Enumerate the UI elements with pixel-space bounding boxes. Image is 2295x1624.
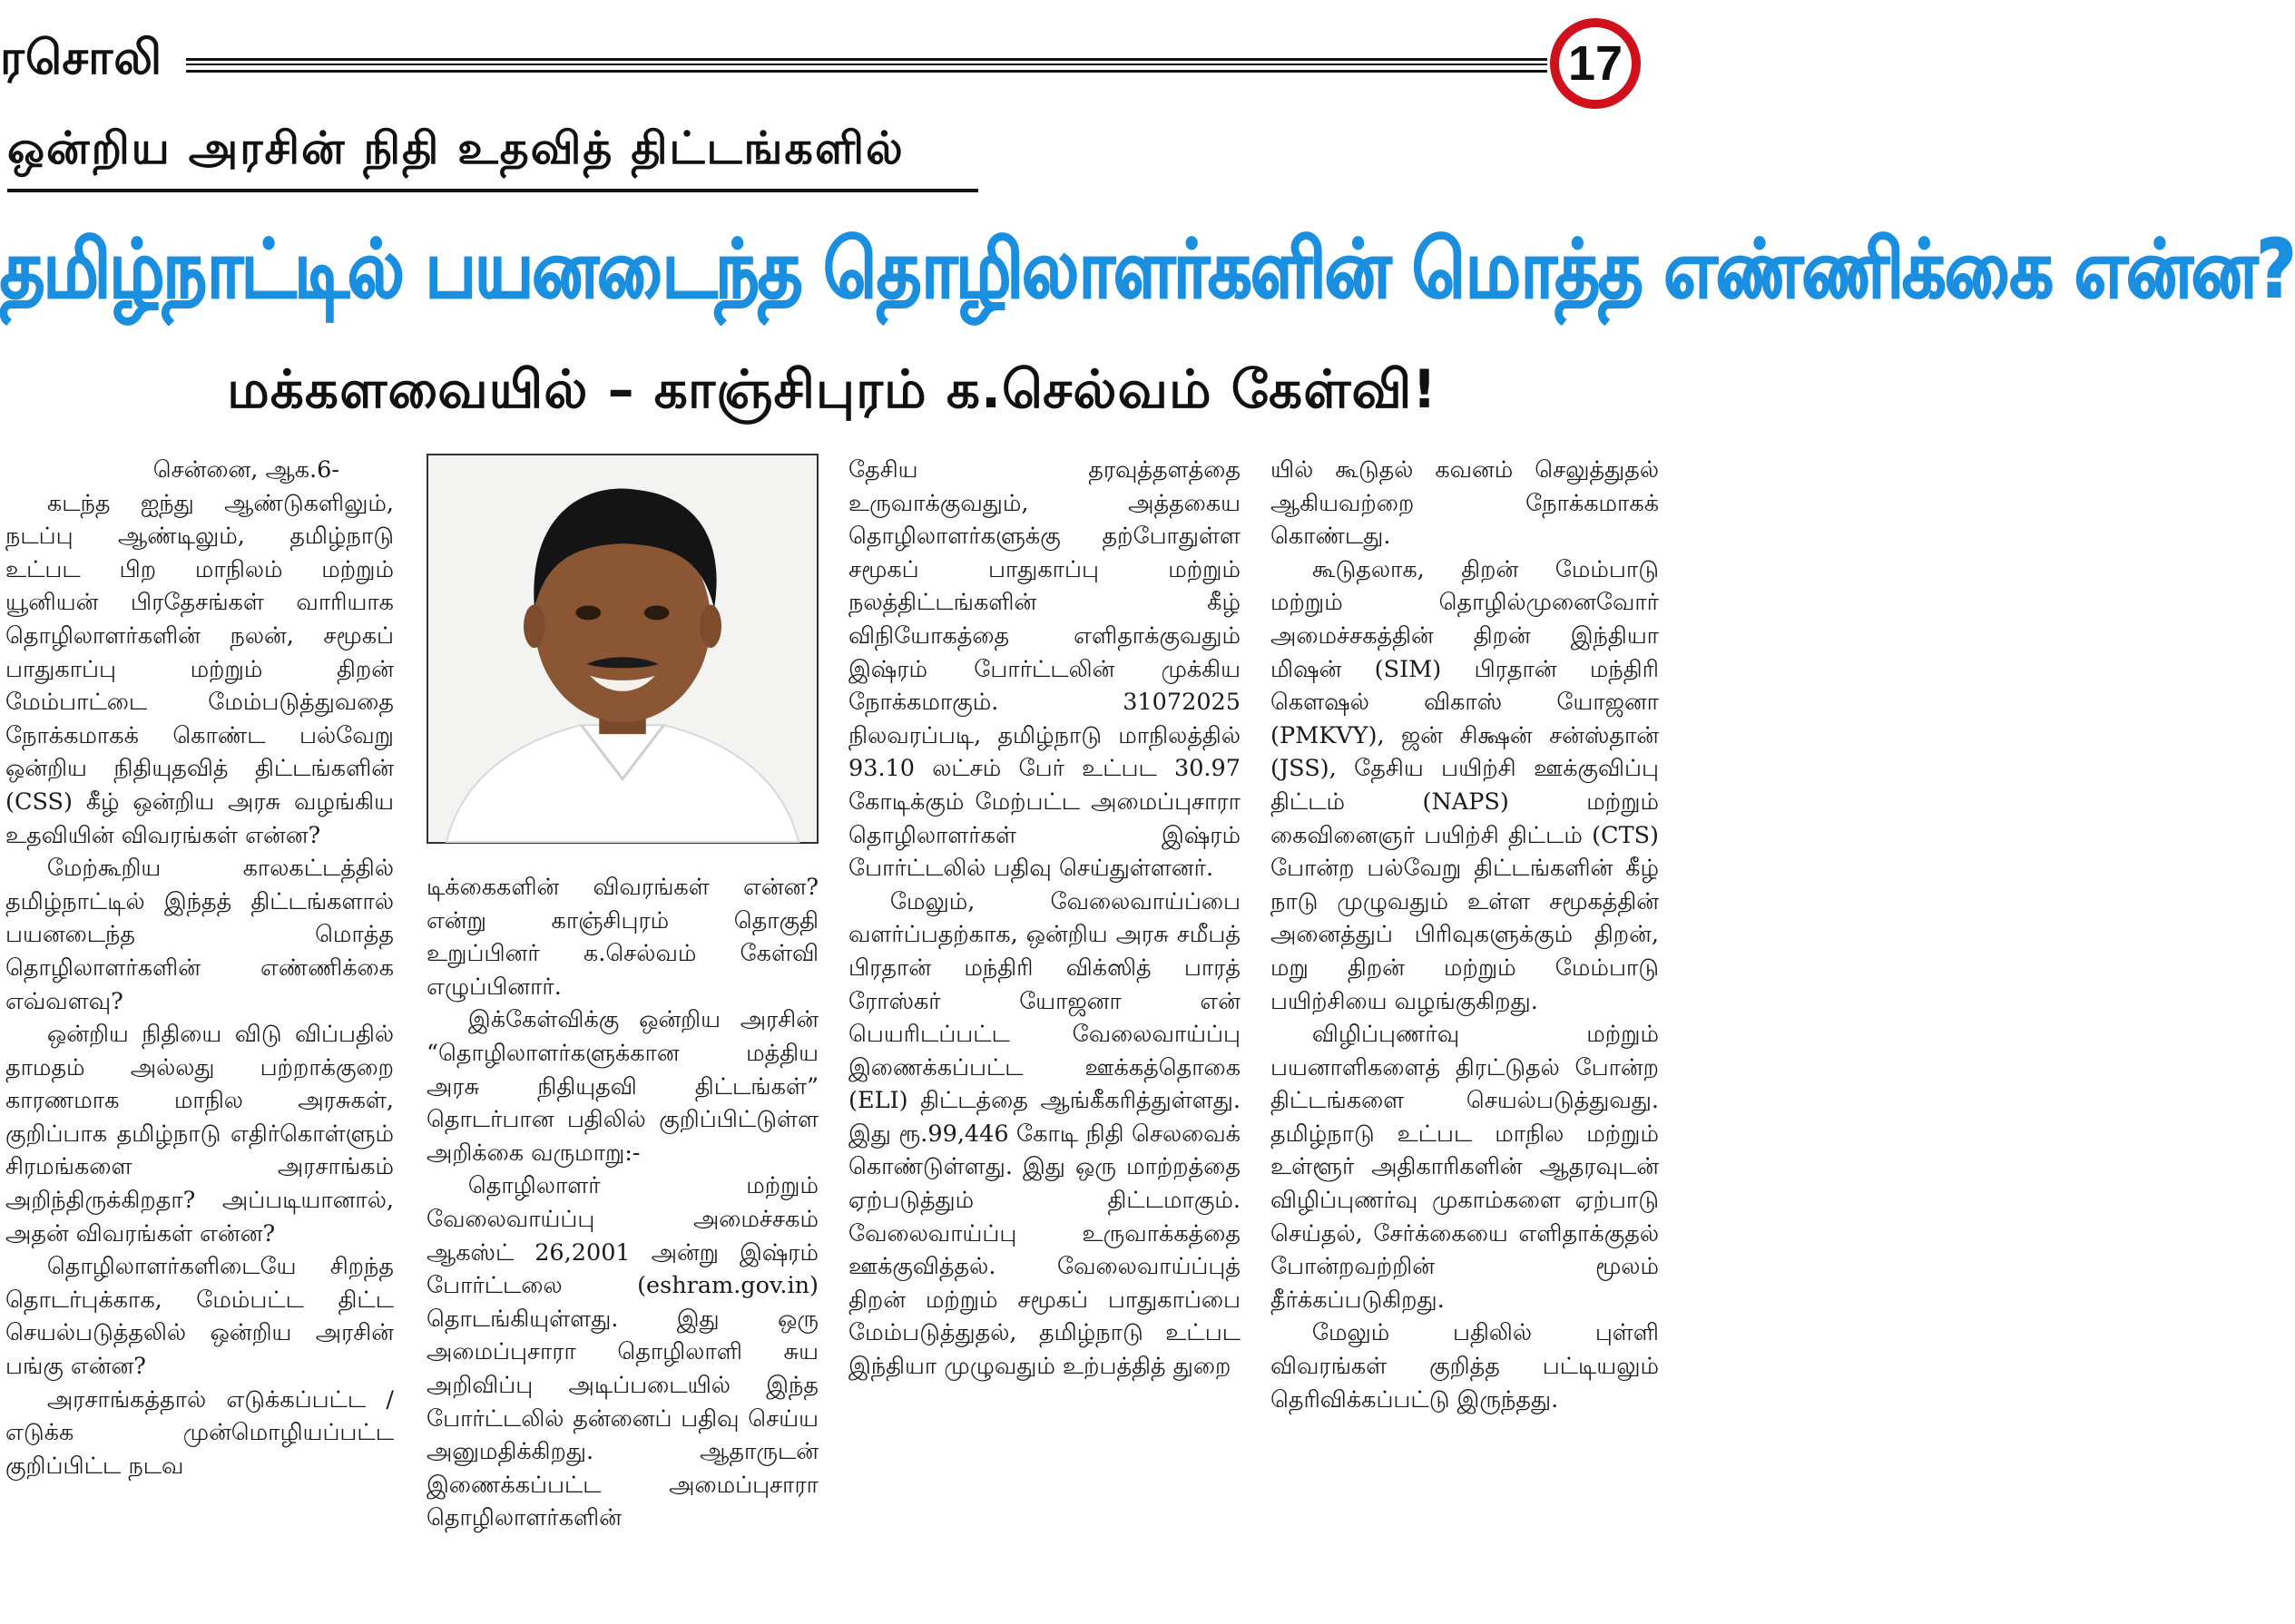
article-paragraph: விழிப்புணர்வு மற்றும் பயனாளிகளைத் திரட்டுதல் போன்ற திட்டங்களை செயல்படுத்துவது. தமிழ்நாடு உட்பட மாநில மற்றும் உள்ளூர் அதிகாரிகளின் ஆதரவுடன் விழிப்புணர்வு முகாம்களை ஏற்பாடு செய்தல், சேர்க்கையை எளிதாக்குதல் போன்றவற்றின் மூலம் தீர்க்கப்படுகிறது. bbox=[1270, 1021, 1659, 1314]
dateline: சென்னை, ஆக.6- bbox=[152, 456, 339, 484]
newspaper-name: ரசொலி bbox=[0, 31, 163, 85]
sub-headline: மக்களவையில் – காஞ்சிபுரம் க.செல்வம் கேள்வி! bbox=[227, 358, 1437, 420]
kicker-headline: ஒன்றிய அரசின் நிதி உதவித் திட்டங்களில் bbox=[7, 122, 905, 174]
main-headline: தமிழ்நாட்டில் பயனடைந்த தொழிலாளர்களின் மொத்த எண்ணிக்கை என்ன? bbox=[0, 222, 2295, 316]
article-paragraph: மேற்கூறிய காலகட்டத்தில் தமிழ்நாட்டில் இந்தத் திட்டங்களால் பயனடைந்த மொத்த தொழிலாளர்களின் எண்ணிக்கை எவ்வளவு? bbox=[5, 855, 394, 1015]
article-paragraph: தொழிலாளர்களிடையே சிறந்த தொடர்புக்காக, மேம்பட்ட திட்ட செயல்படுத்தலில் ஒன்றிய அரசின் பங்கு என்ன? bbox=[5, 1253, 394, 1381]
article-paragraph: யில் கூடுதல் கவனம் செலுத்துதல் ஆகியவற்றை நோக்கமாகக் கொண்டது. bbox=[1270, 456, 1659, 551]
article-paragraph: மேலும், வேலைவாய்ப்பை வளர்ப்பதற்காக, ஒன்றிய அரசு சமீபத் பிரதான் மந்திரி விக்ஸித் பாரத் ரோஸ்கர் யோஜனா என் பெயரிடப்பட்ட வேலைவாய்ப்பு இணைக்கப்பட்ட ஊக்கத்தொகை (ELI) திட்டத்தை ஆங்கீகரித்துள்ளது. இது ரூ.99,446 கோடி நிதி செலவைக் கொண்டுள்ளது. இது ஒரு மாற்றத்தை ஏற்படுத்தும் திட்டமாகும். வேலைவாய்ப்பு உருவாக்கத்தை ஊக்குவித்தல். வேலைவாய்ப்புத் திறன் மற்றும் சமூகப் பாதுகாப்பை மேம்படுத்துதல், தமிழ்நாடு உட்பட இந்தியா முழுவதும் உற்பத்தித் துறை bbox=[848, 887, 1241, 1381]
masthead-rule bbox=[186, 58, 1547, 73]
page-number-badge: 17 bbox=[1550, 18, 1641, 109]
article-column-2 bbox=[427, 871, 819, 1535]
portrait-photo bbox=[427, 454, 819, 844]
article-column-1 bbox=[5, 454, 394, 1482]
article-paragraph: இக்கேள்விக்கு ஒன்றிய அரசின் “தொழிலாளர்களுக்கான மத்திய அரசு நிதியுதவி திட்டங்கள்” தொடர்பான பதிலில் குறிப்பிட்டுள்ள அறிக்கை வருமாறு:- bbox=[427, 1006, 819, 1167]
article-column-4 bbox=[1270, 454, 1659, 1416]
article-paragraph: கூடுதலாக, திறன் மேம்பாடு மற்றும் தொழில்முனைவோர் அமைச்சகத்தின் திறன் இந்தியா மிஷன் (SIM) பிரதான் மந்திரி கௌஷல் விகாஸ் யோஜனா (PMKVY), ஜன் சிக்ஷன் சன்ஸ்தான் (JSS), தேசிய பயிற்சி ஊக்குவிப்பு திட்டம் (NAPS) மற்றும் கைவினைஞர் பயிற்சி திட்டம் (CTS) போன்ற பல்வேறு திட்டங்களின் கீழ் நாடு முழுவதும் உள்ள சமூகத்தின் அனைத்துப் பிரிவுகளுக்கும் திறன், மறு திறன் மற்றும் மேம்பாடு பயிற்சியை வழங்குகிறது. bbox=[1270, 555, 1659, 1015]
article-paragraph: ஒன்றிய நிதியை விடு விப்பதில் தாமதம் அல்லது பற்றாக்குறை காரணமாக மாநில அரசுகள், குறிப்பாக தமிழ்நாடு எதிர்கொள்ளும் சிரமங்களை அரசாங்கம் அறிந்திருக்கிறதா? அப்படியானால், அதன் விவரங்கள் என்ன? bbox=[5, 1021, 394, 1247]
article-paragraph: அரசாங்கத்தால் எடுக்கப்பட்ட / எடுக்க முன்மொழியப்பட்ட குறிப்பிட்ட நடவ bbox=[5, 1385, 394, 1480]
article-paragraph: தேசிய தரவுத்தளத்தை உருவாக்குவதும், அத்தகைய தொழிலாளர்களுக்கு தற்போதுள்ள சமூகப் பாதுகாப்பு மற்றும் நலத்திட்டங்களின் கீழ் விநியோகத்தை எளிதாக்குவதும் இஷ்ரம் போர்ட்டலின் முக்கிய நோக்கமாகும். 31072025 நிலவரப்படி, தமிழ்நாடு மாநிலத்தில் 93.10 லட்சம் பேர் உட்பட 30.97 கோடிக்கும் மேற்பட்ட அமைப்புசாரா தொழிலாளர்கள் இஷ்ரம் போர்ட்டலில் பதிவு செய்துள்ளனர். bbox=[848, 456, 1241, 883]
article-column-3 bbox=[848, 454, 1241, 1384]
article-paragraph: மேலும் பதிலில் புள்ளி விவரங்கள் குறித்த பட்டியலும் தெரிவிக்கப்பட்டு இருந்தது. bbox=[1270, 1319, 1659, 1414]
article-paragraph: டிக்கைகளின் விவரங்கள் என்ன? என்று காஞ்சிபுரம் தொகுதி உறுப்பினர் க.செல்வம் கேள்வி எழுப்பினார். bbox=[427, 874, 819, 1001]
masthead bbox=[0, 18, 1664, 109]
article-paragraph: கடந்த ஐந்து ஆண்டுகளிலும், நடப்பு ஆண்டிலும், தமிழ்நாடு உட்பட பிற மாநிலம் மற்றும் யூனியன் பிரதேசங்கள் வாரியாக தொழிலாளர்களின் நலன், சமூகப் பாதுகாப்பு மற்றும் திறன் மேம்பாட்டை மேம்படுத்துவதை நோக்கமாகக் கொண்ட பல்வேறு ஒன்றிய நிதியுதவித் திட்டங்களின் (CSS) கீழ் ஒன்றிய அரசு வழங்கிய உதவியின் விவரங்கள் என்ன? bbox=[5, 489, 394, 849]
kicker-underline bbox=[7, 189, 978, 192]
article-paragraph: தொழிலாளர் மற்றும் வேலைவாய்ப்பு அமைச்சகம் ஆகஸ்ட் 26,2001 அன்று இஷ்ரம் போர்ட்டலை (eshram.gov.in) தொடங்கியுள்ளது. இது ஒரு அமைப்புசாரா தொழிலாளி சுய அறிவிப்பு அடிப்படையில் இந்த போர்ட்டலில் தன்னைப் பதிவு செய்ய அனுமதிக்கிறது. ஆதாருடன் இணைக்கப்பட்ட அமைப்புசாரா தொழிலாளர்களின் bbox=[427, 1172, 819, 1532]
portrait-image bbox=[428, 455, 817, 842]
